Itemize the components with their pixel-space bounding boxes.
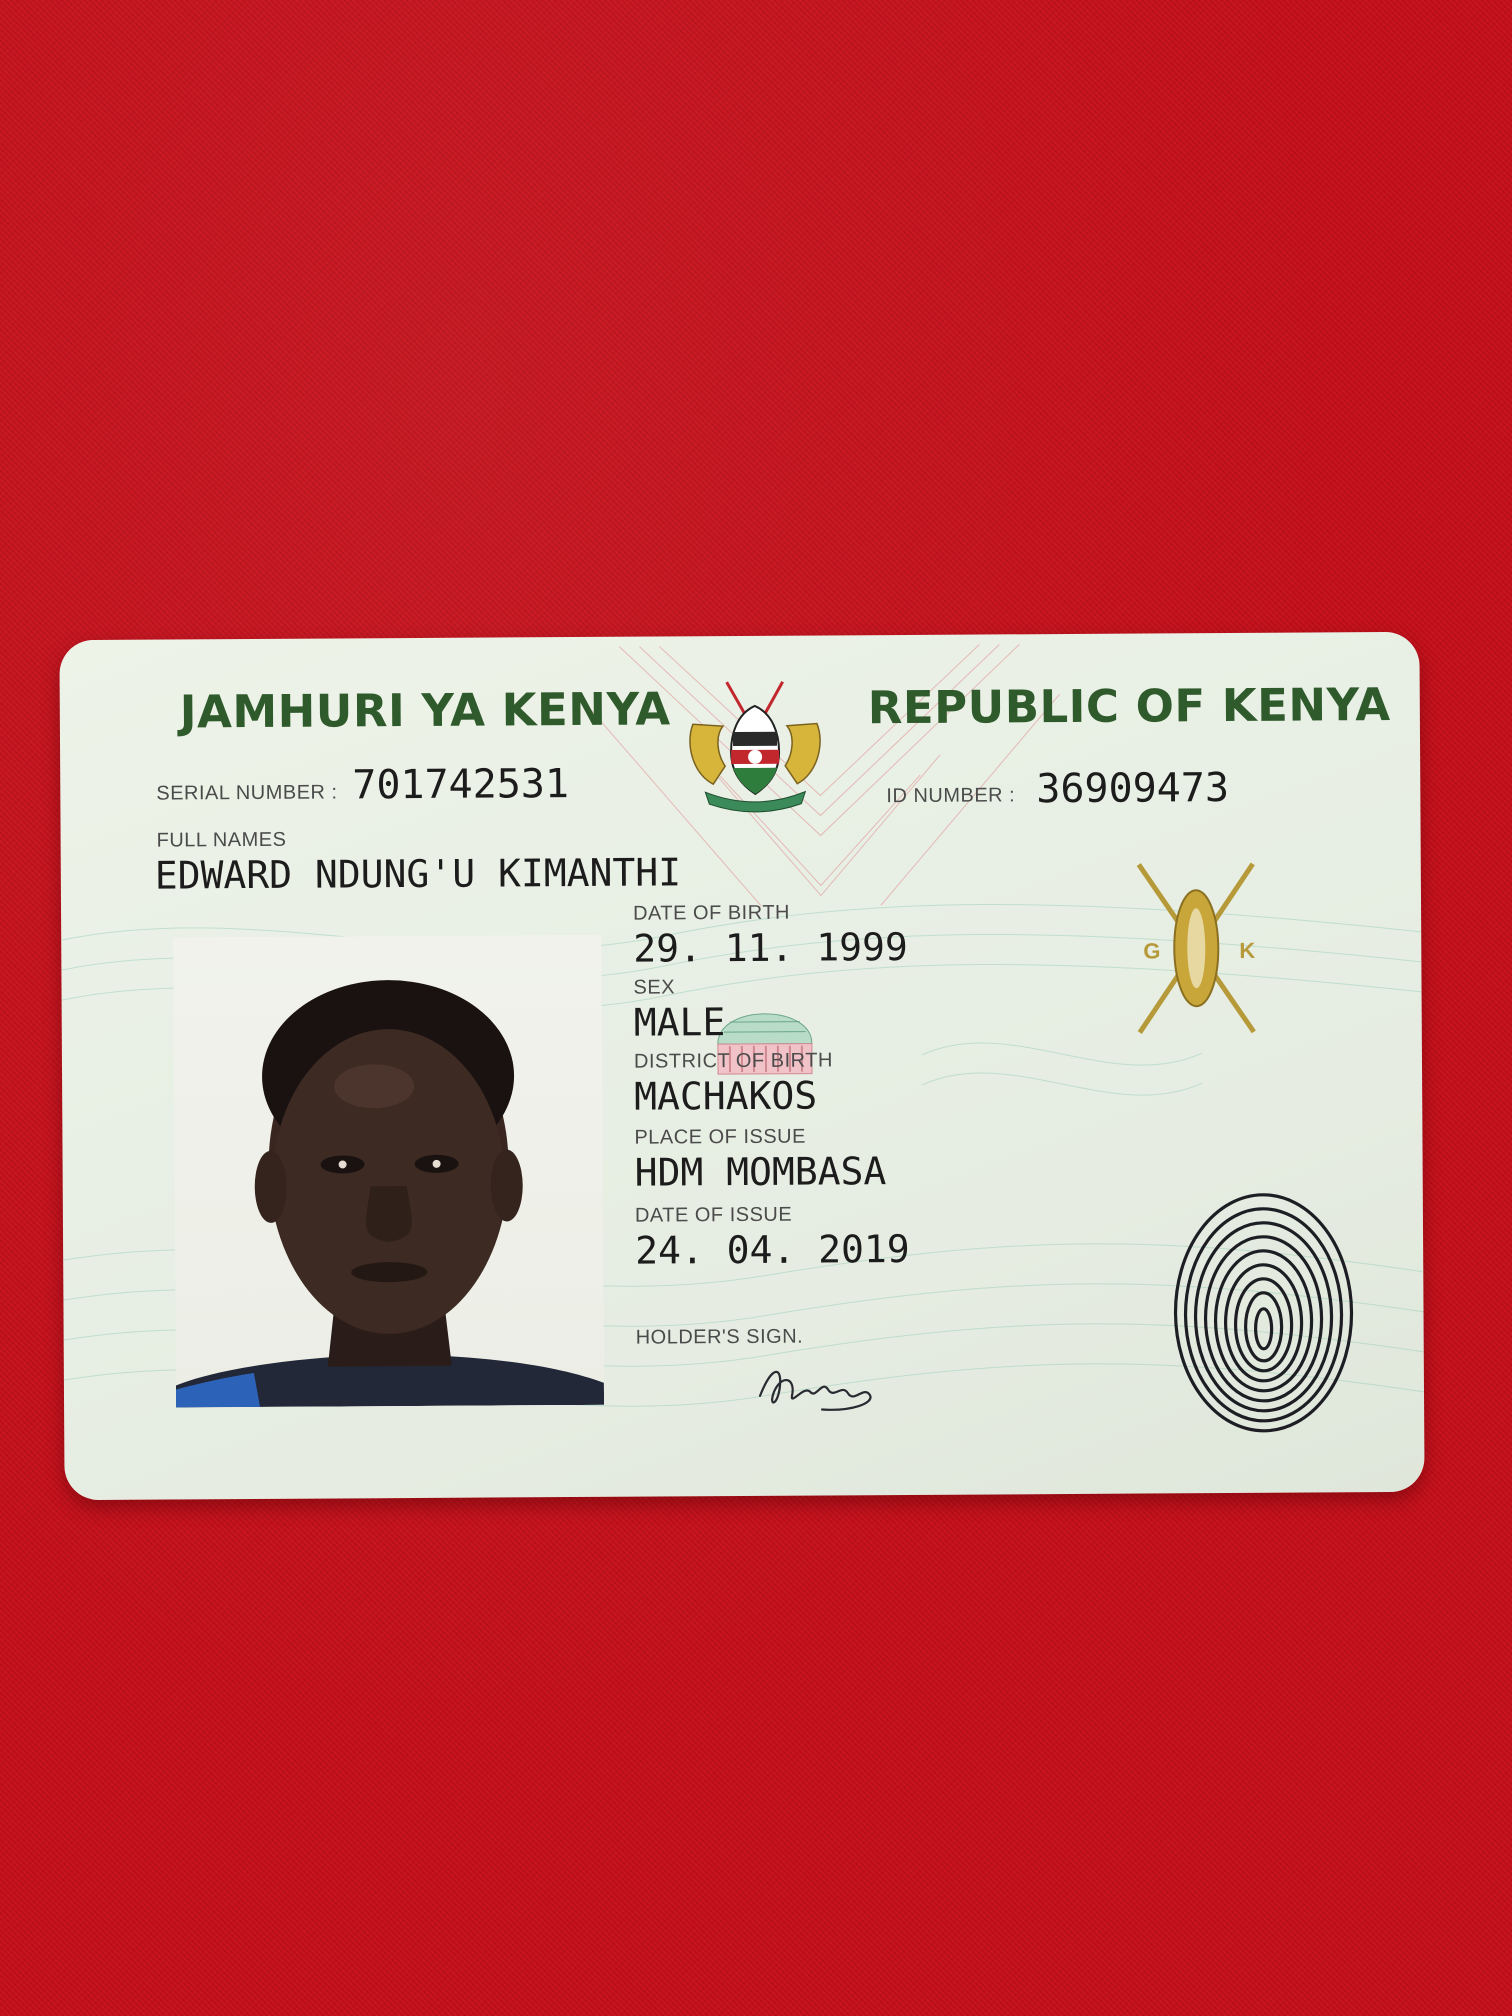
header-english: REPUBLIC OF KENYA	[867, 678, 1391, 735]
full-names-label: FULL NAMES	[156, 828, 287, 852]
id-card	[59, 632, 1424, 1500]
header-swahili: JAMHURI YA KENYA	[179, 682, 671, 739]
holders-sign-label: HOLDER'S SIGN.	[635, 1325, 804, 1349]
date-of-issue-label: DATE OF ISSUE	[634, 1203, 793, 1227]
place-of-issue-value: HDM MOMBASA	[634, 1149, 887, 1195]
signature-mark	[752, 1355, 892, 1426]
id-number-label: ID NUMBER :	[886, 784, 1016, 808]
sex-value: MALE	[633, 1000, 726, 1045]
holder-photo	[173, 935, 604, 1408]
serial-number-label: SERIAL NUMBER :	[156, 781, 338, 805]
dob-value: 29. 11. 1999	[633, 924, 908, 971]
id-number-value: 36909473	[1036, 765, 1230, 813]
place-of-issue-label: PLACE OF ISSUE	[634, 1125, 806, 1149]
date-of-issue-value: 24. 04. 2019	[634, 1226, 910, 1273]
gok-letter-g: G	[1143, 938, 1161, 964]
district-label: DISTRICT OF BIRTH	[633, 1049, 833, 1073]
gok-letter-k: K	[1239, 937, 1256, 963]
portrait-illustration	[173, 935, 604, 1408]
coat-of-arms-icon	[675, 673, 836, 816]
district-value: MACHAKOS	[634, 1073, 818, 1119]
full-names-value: EDWARD NDUNG'U KIMANTHI	[154, 850, 682, 898]
fingerprint-icon	[1163, 1172, 1365, 1433]
sex-label: SEX	[633, 976, 676, 999]
dob-label: DATE OF BIRTH	[633, 901, 791, 925]
serial-number-value: 701742531	[352, 761, 570, 809]
